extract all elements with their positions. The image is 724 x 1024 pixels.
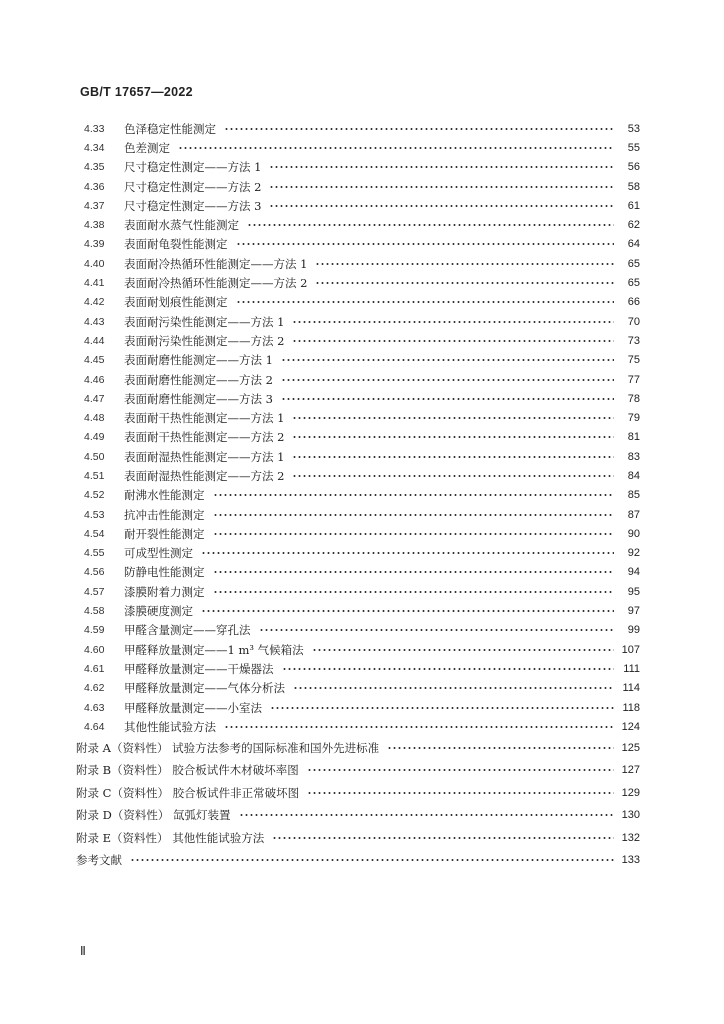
toc-entry-page: 90 [627, 527, 640, 540]
toc-entry-page: 99 [627, 624, 640, 637]
toc-appendices [76, 737, 640, 872]
toc-leader-dots [201, 610, 614, 612]
toc-entry-number: 4.45 [84, 354, 105, 367]
toc-entry-number: 4.50 [84, 450, 105, 463]
toc-appendix-row[interactable] [76, 827, 640, 850]
toc-appendix-row[interactable] [76, 849, 640, 872]
toc-row[interactable] [84, 273, 640, 292]
toc-leader-dots [281, 359, 614, 361]
toc-entry-number: 4.36 [84, 180, 105, 193]
toc-appendix-row[interactable] [76, 759, 640, 782]
toc-entry-title: 防静电性能测定 [124, 565, 205, 580]
toc-entry-page: 130 [621, 809, 640, 822]
toc-row[interactable] [84, 563, 640, 582]
toc-entry-number: 4.38 [84, 219, 105, 232]
toc-leader-dots [270, 707, 614, 709]
toc-entry-page: 77 [627, 373, 640, 386]
toc-entry-page: 70 [627, 315, 640, 328]
toc-entry-title: 表面耐龟裂性能测定 [124, 237, 228, 252]
toc-entry-title: 甲醛释放量测定——气体分析法 [124, 681, 285, 696]
toc-entry-page: 75 [627, 354, 640, 367]
toc-entry-title: 表面耐污染性能测定——方法 1 [124, 314, 285, 329]
toc-entry-number: 4.47 [84, 392, 105, 405]
toc-entry-title: 色差测定 [124, 140, 170, 155]
toc-entry-page: 111 [623, 662, 640, 675]
toc-leader-dots [213, 591, 615, 593]
toc-entry-number: 4.41 [84, 277, 105, 290]
toc-leader-dots [269, 186, 614, 188]
toc-entry-title: 甲醛释放量测定——干燥器法 [124, 661, 274, 676]
toc-entry-page: 87 [627, 508, 640, 521]
toc-entry-title: 耐沸水性能测定 [124, 488, 205, 503]
toc-leader-dots [315, 282, 614, 284]
toc-entry-page: 78 [627, 392, 640, 405]
toc-entry-title: 附录 A（资料性） 试验方法参考的国际标准和国外先进标准 [76, 740, 380, 755]
standard-code: GB/T 17657—2022 [80, 85, 193, 99]
toc-row[interactable] [84, 254, 640, 273]
toc-entry-number: 4.52 [84, 489, 105, 502]
toc-entry-title: 其他性能试验方法 [124, 719, 216, 734]
toc-entry-title: 表面耐磨性能测定——方法 3 [124, 391, 273, 406]
toc-entry-page: 83 [627, 450, 640, 463]
toc-entry-number: 4.55 [84, 547, 105, 560]
toc-entry-number: 4.56 [84, 566, 105, 579]
toc-entry-number: 4.51 [84, 469, 105, 482]
toc-entry-number: 4.49 [84, 431, 105, 444]
toc-row[interactable] [84, 428, 640, 447]
toc-row[interactable] [84, 659, 640, 678]
toc-row[interactable] [84, 408, 640, 427]
toc-entry-page: 65 [627, 257, 640, 270]
toc-leader-dots [236, 243, 615, 245]
toc-entry-title: 尺寸稳定性测定——方法 1 [124, 160, 262, 175]
toc-entry-number: 4.42 [84, 296, 105, 309]
toc-entry-page: 73 [627, 334, 640, 347]
toc-leader-dots [387, 747, 614, 749]
toc-entry-title: 表面耐湿热性能测定——方法 2 [124, 468, 285, 483]
toc-leader-dots [281, 398, 614, 400]
toc-entry-title: 漆膜附着力测定 [124, 584, 205, 599]
toc-entry-title: 表面耐湿热性能测定——方法 1 [124, 449, 285, 464]
toc-leader-dots [224, 726, 614, 728]
toc-entry-title: 表面耐水蒸气性能测定 [124, 218, 239, 233]
toc-entry-title: 甲醛含量测定——穿孔法 [124, 623, 251, 638]
toc-entry-page: 85 [627, 489, 640, 502]
toc-row[interactable] [84, 370, 640, 389]
toc-leader-dots [292, 436, 614, 438]
toc-entry-title: 参考文献 [76, 853, 122, 868]
toc-entry-title: 表面耐污染性能测定——方法 2 [124, 333, 285, 348]
toc-entry-page: 132 [621, 831, 640, 844]
toc-entry-number: 4.58 [84, 605, 105, 618]
toc-entry-title: 甲醛释放量测定——1 m³ 气候箱法 [124, 642, 304, 657]
toc-row[interactable] [84, 505, 640, 524]
toc-row[interactable] [84, 466, 640, 485]
toc-leader-dots [259, 629, 615, 631]
toc-leader-dots [224, 128, 614, 130]
toc-leader-dots [292, 456, 614, 458]
toc-row[interactable] [84, 331, 640, 350]
toc-leader-dots [213, 533, 615, 535]
toc-entry-page: 107 [621, 643, 640, 656]
toc-leader-dots [130, 859, 614, 861]
toc-leader-dots [312, 649, 614, 651]
toc-leader-dots [292, 340, 614, 342]
toc-entry-number: 4.53 [84, 508, 105, 521]
toc-entry-title: 可成型性测定 [124, 546, 193, 561]
toc-entry-page: 124 [621, 720, 640, 733]
toc-entry-number: 4.60 [84, 643, 105, 656]
toc-entry-number: 4.63 [84, 701, 105, 714]
toc-entry-page: 81 [627, 431, 640, 444]
toc-entry-title: 表面耐冷热循环性能测定——方法 2 [124, 276, 308, 291]
toc-row[interactable] [84, 389, 640, 408]
toc-entry-page: 53 [627, 122, 640, 135]
toc-entry-title: 表面耐磨性能测定——方法 1 [124, 353, 273, 368]
toc-leader-dots [292, 417, 614, 419]
toc-leader-dots [293, 687, 614, 689]
toc-entry-number: 4.59 [84, 624, 105, 637]
toc-row[interactable] [84, 158, 640, 177]
toc-row[interactable] [84, 235, 640, 254]
toc-entry-page: 127 [621, 764, 640, 777]
toc-entry-title: 附录 B（资料性） 胶合板试件木材破坏率图 [76, 763, 299, 778]
toc-row[interactable] [84, 698, 640, 717]
toc-leader-dots [307, 792, 614, 794]
toc-row[interactable] [84, 119, 640, 138]
toc-entry-page: 133 [621, 854, 640, 867]
toc-entry-number: 4.64 [84, 720, 105, 733]
toc-entry-title: 表面耐干热性能测定——方法 2 [124, 430, 285, 445]
toc-entry-number: 4.46 [84, 373, 105, 386]
toc-leader-dots [292, 321, 614, 323]
toc-row[interactable] [84, 351, 640, 370]
toc-entry-page: 64 [627, 238, 640, 251]
toc-leader-dots [236, 301, 615, 303]
toc-row[interactable] [84, 582, 640, 601]
toc-entry-title: 漆膜硬度测定 [124, 604, 193, 619]
toc-leader-dots [213, 514, 615, 516]
toc-entry-page: 94 [627, 566, 640, 579]
toc-row[interactable] [84, 717, 640, 736]
toc-entry-page: 79 [627, 412, 640, 425]
toc-leader-dots [282, 668, 615, 670]
toc-leader-dots [315, 263, 614, 265]
toc-leader-dots [201, 552, 614, 554]
toc-row[interactable] [84, 447, 640, 466]
toc-entry-page: 95 [627, 585, 640, 598]
toc-entry-title: 表面耐划痕性能测定 [124, 295, 228, 310]
table-of-contents [76, 119, 640, 872]
toc-entry-number: 4.34 [84, 141, 105, 154]
toc-row[interactable] [84, 293, 640, 312]
toc-entry-number: 4.33 [84, 122, 105, 135]
toc-leader-dots [307, 769, 614, 771]
toc-row[interactable] [84, 621, 640, 640]
toc-entry-number: 4.37 [84, 199, 105, 212]
toc-leader-dots [239, 814, 614, 816]
toc-leader-dots [269, 166, 614, 168]
toc-row[interactable] [84, 601, 640, 620]
toc-leader-dots [269, 205, 614, 207]
toc-entry-title: 耐开裂性能测定 [124, 526, 205, 541]
toc-entry-number: 4.48 [84, 412, 105, 425]
toc-entry-page: 55 [627, 141, 640, 154]
toc-leader-dots [247, 224, 614, 226]
toc-entry-title: 甲醛释放量测定——小室法 [124, 700, 262, 715]
toc-leader-dots [272, 837, 614, 839]
toc-entry-title: 色泽稳定性能测定 [124, 121, 216, 136]
toc-entry-page: 92 [627, 547, 640, 560]
toc-entry-page: 56 [627, 161, 640, 174]
toc-leader-dots [178, 147, 614, 149]
toc-entry-title: 附录 D（资料性） 氙弧灯装置 [76, 808, 231, 823]
toc-row[interactable] [84, 679, 640, 698]
toc-entry-page: 66 [627, 296, 640, 309]
toc-entry-title: 表面耐干热性能测定——方法 1 [124, 411, 285, 426]
toc-row[interactable] [84, 138, 640, 157]
toc-entry-page: 118 [622, 701, 640, 714]
toc-entry-page: 61 [627, 199, 640, 212]
toc-entry-page: 129 [621, 786, 640, 799]
toc-entry-page: 125 [621, 741, 640, 754]
toc-row[interactable] [84, 215, 640, 234]
toc-entry-number: 4.61 [84, 662, 105, 675]
toc-entry-page: 114 [622, 682, 640, 695]
toc-entry-title: 尺寸稳定性测定——方法 3 [124, 198, 262, 213]
toc-row[interactable] [84, 524, 640, 543]
toc-entry-number: 4.35 [84, 161, 105, 174]
toc-leader-dots [213, 571, 615, 573]
toc-entry-number: 4.43 [84, 315, 105, 328]
toc-entry-number: 4.54 [84, 527, 105, 540]
toc-appendix-row[interactable] [76, 782, 640, 805]
toc-entry-title: 附录 C（资料性） 胶合板试件非正常破坏图 [76, 785, 300, 800]
toc-entry-number: 4.57 [84, 585, 105, 598]
toc-entry-page: 58 [627, 180, 640, 193]
toc-entry-title: 表面耐磨性能测定——方法 2 [124, 372, 273, 387]
page-number: Ⅱ [80, 944, 85, 958]
toc-leader-dots [292, 475, 614, 477]
toc-row[interactable] [84, 640, 640, 659]
toc-leader-dots [281, 379, 614, 381]
toc-row[interactable] [84, 312, 640, 331]
toc-entry-number: 4.62 [84, 682, 105, 695]
toc-row[interactable] [84, 486, 640, 505]
toc-entry-title: 抗冲击性能测定 [124, 507, 205, 522]
toc-row[interactable] [84, 544, 640, 563]
toc-row[interactable] [84, 177, 640, 196]
toc-appendix-row[interactable] [76, 804, 640, 827]
toc-entry-title: 尺寸稳定性测定——方法 2 [124, 179, 262, 194]
toc-entry-number: 4.40 [84, 257, 105, 270]
toc-entry-title: 表面耐冷热循环性能测定——方法 1 [124, 256, 308, 271]
toc-entry-title: 附录 E（资料性） 其他性能试验方法 [76, 830, 265, 845]
toc-row[interactable] [84, 196, 640, 215]
toc-appendix-row[interactable] [76, 737, 640, 760]
toc-entry-page: 97 [627, 605, 640, 618]
toc-entry-page: 62 [627, 219, 640, 232]
toc-leader-dots [213, 494, 615, 496]
toc-entry-page: 84 [627, 469, 640, 482]
toc-entry-page: 65 [627, 277, 640, 290]
toc-entry-number: 4.44 [84, 334, 105, 347]
toc-entry-number: 4.39 [84, 238, 105, 251]
toc-entries [84, 119, 640, 737]
